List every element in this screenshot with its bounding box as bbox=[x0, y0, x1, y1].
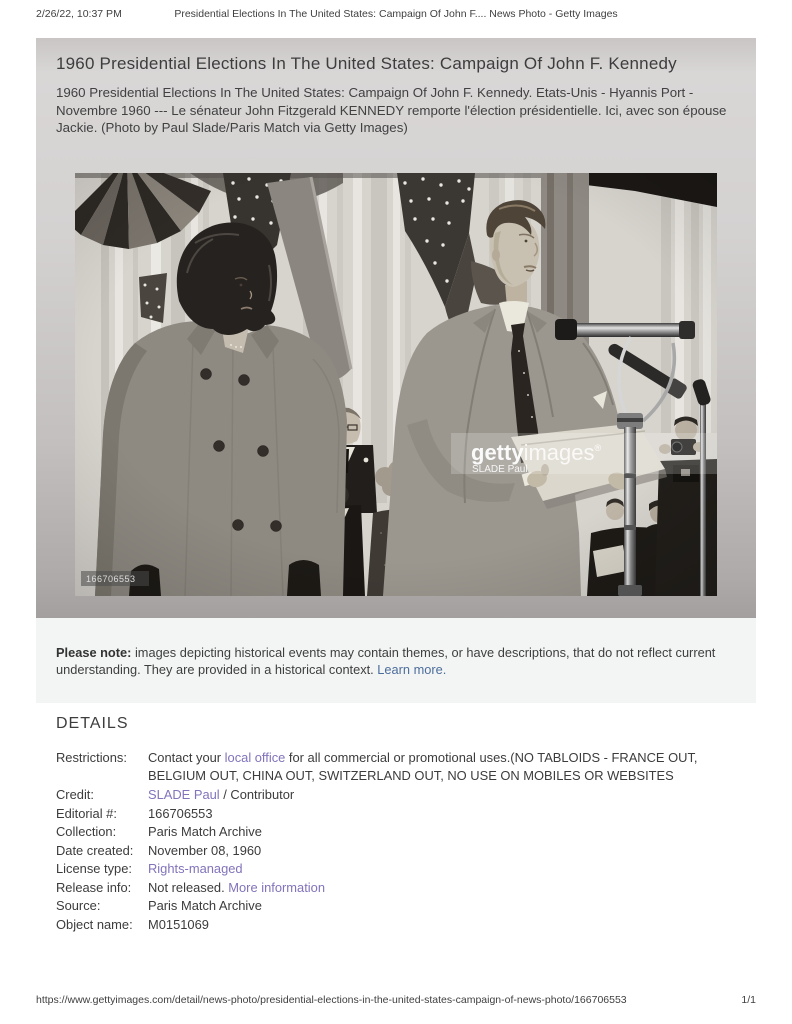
svg-text:gettyimages® bbox=[471, 440, 601, 465]
detail-text: 166706553 bbox=[148, 805, 213, 821]
detail-value bbox=[148, 786, 294, 805]
detail-text: November 08, 1960 bbox=[148, 842, 262, 858]
notice-body: images depicting historical events may contain themes, or have descriptions, that do not reflect current understanding. They are provided in a historical context. bbox=[56, 645, 716, 678]
detail-link[interactable]: More information bbox=[228, 879, 325, 895]
detail-value bbox=[148, 860, 243, 879]
news-photo bbox=[75, 173, 717, 596]
footer-page-number: 1/1 bbox=[741, 994, 756, 1006]
detail-value bbox=[148, 805, 213, 824]
details-rows bbox=[56, 749, 736, 935]
page-title: 1960 Presidential Elections In The United States: Campaign Of John F. Kennedy bbox=[56, 54, 677, 73]
detail-text: Paris Match Archive bbox=[148, 824, 262, 840]
detail-label: License type: bbox=[56, 861, 132, 877]
detail-text: Not released. bbox=[148, 879, 229, 895]
kennedy-photo-svg bbox=[75, 173, 717, 596]
watermark-credit: SLADE Paul bbox=[472, 464, 528, 476]
detail-label: Source: bbox=[56, 898, 101, 914]
detail-row bbox=[56, 842, 736, 861]
detail-value bbox=[148, 879, 325, 898]
detail-text: Paris Match Archive bbox=[148, 898, 262, 914]
watermark-brand-light: images bbox=[523, 440, 595, 466]
detail-text: / Contributor bbox=[219, 786, 295, 802]
photo-description: 1960 Presidential Elections In The United States: Campaign Of John F. Kennedy. Etats-Unis - Hyannis Port - Novembre 1960 --- Le sénateur John Fitzgerald KENNEDY remporte l'élection présidentielle. Ici, avec son épouse Jackie. (Photo by Paul Slade/Paris Match via Getty Images) bbox=[56, 85, 727, 136]
print-footer bbox=[36, 994, 756, 1006]
detail-row bbox=[56, 860, 736, 879]
detail-value bbox=[148, 897, 262, 916]
detail-row bbox=[56, 805, 736, 824]
print-page-title: Presidential Elections In The United States: Campaign Of John F.... News Photo - Getty Images bbox=[174, 8, 618, 20]
getty-detail-page bbox=[36, 38, 756, 935]
getty-watermark bbox=[451, 433, 717, 475]
detail-value bbox=[148, 916, 209, 935]
detail-label: Collection: bbox=[56, 824, 117, 840]
details-section bbox=[36, 703, 756, 935]
detail-text: for all commercial or promotional uses.(NO TABLOIDS - FRANCE OUT, BELGIUM OUT, CHINA OUT, SWITZERLAND OUT, NO USE ON MOBILES OR WEBSITES bbox=[148, 749, 698, 784]
learn-more-link[interactable]: Learn more. bbox=[377, 662, 447, 678]
hero-section bbox=[36, 38, 756, 618]
detail-text: Contact your bbox=[148, 749, 225, 765]
notice-banner bbox=[36, 618, 756, 703]
photo-id-label bbox=[81, 571, 149, 586]
details-heading: DETAILS bbox=[56, 714, 129, 732]
detail-label: Restrictions: bbox=[56, 749, 127, 765]
detail-row bbox=[56, 749, 736, 786]
detail-label: Credit: bbox=[56, 786, 94, 802]
watermark-reg: ® bbox=[594, 443, 602, 454]
detail-link[interactable]: SLADE Paul bbox=[148, 786, 220, 802]
notice-bold: Please note: bbox=[56, 645, 132, 661]
detail-text: M0151069 bbox=[148, 917, 209, 932]
footer-url: https://www.gettyimages.com/detail/news-photo/presidential-elections-in-the-united-states-campaign-of-news-photo/166706553 bbox=[36, 994, 627, 1006]
detail-label: Date created: bbox=[56, 842, 134, 858]
detail-value bbox=[148, 749, 736, 786]
detail-link[interactable]: Rights-managed bbox=[148, 861, 243, 877]
detail-value bbox=[148, 823, 262, 842]
watermark-brand-bold: getty bbox=[471, 440, 524, 466]
detail-link[interactable]: local office bbox=[224, 749, 286, 765]
detail-label: Object name: bbox=[56, 917, 133, 932]
detail-row bbox=[56, 897, 736, 916]
photo-id-text: 166706553 bbox=[86, 574, 136, 585]
detail-row bbox=[56, 879, 736, 898]
print-datetime: 2/26/22, 10:37 PM bbox=[36, 8, 122, 20]
detail-row bbox=[56, 823, 736, 842]
detail-value bbox=[148, 842, 261, 861]
detail-label: Editorial #: bbox=[56, 805, 117, 821]
detail-row bbox=[56, 786, 736, 805]
detail-row bbox=[56, 916, 736, 935]
print-header bbox=[36, 8, 756, 20]
notice-text bbox=[56, 644, 736, 679]
detail-label: Release info: bbox=[56, 879, 132, 895]
